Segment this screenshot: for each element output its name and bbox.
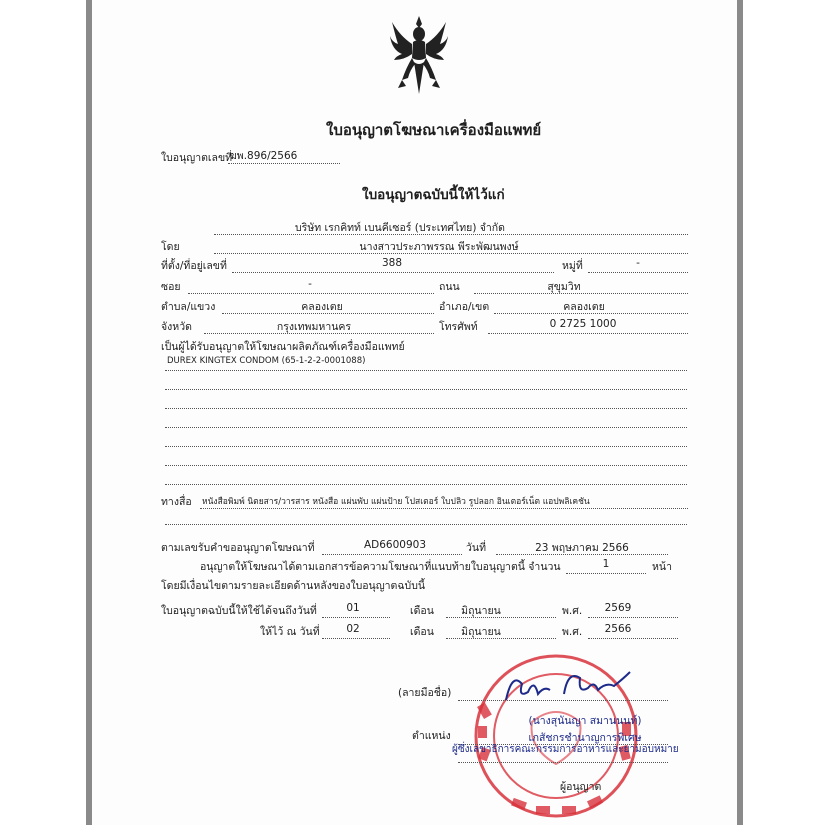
garuda-emblem <box>388 14 450 96</box>
request-date-label: วันที่ <box>466 542 486 554</box>
moo-label: หมู่ที่ <box>562 260 583 272</box>
media-line-2 <box>165 524 687 525</box>
soi-value: - <box>308 278 312 290</box>
pages-count: 1 <box>602 558 610 570</box>
given-year: 2566 <box>604 623 632 635</box>
product-line-4 <box>165 427 687 428</box>
given-label: ให้ไว้ ณ วันที่ <box>260 626 320 638</box>
product-line-3 <box>165 408 687 409</box>
product-line-1 <box>165 370 687 371</box>
signer-title: เภสัชกรชำนาญการพิเศษ <box>528 732 642 744</box>
licensor-label: ผู้อนุญาต <box>560 781 602 793</box>
product-line-7 <box>165 484 687 485</box>
product-line-2 <box>165 389 687 390</box>
signer-org: ผู้ซึ่งเลขาธิการคณะกรรมการอาหารและยามอบหมาย <box>452 744 679 755</box>
conditions-text: โดยมีเงื่อนไขตามรายละเอียดด้านหลังของใบอนุญาตฉบับนี้ <box>161 580 426 592</box>
district-label: อำเภอ/เขต <box>439 301 490 313</box>
given-month-label: เดือน <box>410 626 434 638</box>
by-label: โดย <box>161 241 180 253</box>
valid-year: 2569 <box>604 602 632 614</box>
scan-border-right <box>737 0 743 825</box>
product-line-6 <box>165 465 687 466</box>
position-label: ตำแหน่ง <box>412 730 451 742</box>
handwritten-signature <box>498 664 638 710</box>
pages-unit: หน้า <box>652 561 672 573</box>
media-line <box>200 508 688 509</box>
product-line-5 <box>165 446 687 447</box>
given-month: มิถุนายน <box>461 626 501 638</box>
signer-name: (นางสุนันญา สมานนนท์) <box>528 715 642 727</box>
road-value: สุขุมวิท <box>547 281 581 293</box>
phone-label: โทรศัพท์ <box>439 321 478 333</box>
product-intro: เป็นผู้ได้รับอนุญาตให้โฆษณาผลิตภัณฑ์เครื่องมือแพทย์ <box>161 341 405 353</box>
allow-text: อนุญาตให้โฆษณาได้ตามเอกสารข้อความโฆษณาที่แนบท้ายใบอนุญาตนี้ จำนวน <box>200 561 561 573</box>
phone-value: 0 2725 1000 <box>549 318 617 330</box>
soi-line <box>188 293 434 294</box>
request-no-line <box>322 554 462 555</box>
valid-year-line <box>588 617 678 618</box>
product-name: DUREX KINGTEX CONDOM (65-1-2-2-0001088) <box>167 356 366 366</box>
valid-day: 01 <box>346 602 360 614</box>
document-title: ใบอนุญาตโฆษณาเครื่องมือแพทย์ <box>326 121 542 139</box>
subdistrict-label: ตำบล/แขวง <box>161 301 216 313</box>
valid-label: ใบอนุญาตฉบับนี้ให้ใช้ได้จนถึงวันที่ <box>161 605 317 617</box>
media-label: ทางสื่อ <box>161 496 192 508</box>
company-line <box>214 234 688 235</box>
given-day: 02 <box>346 623 360 635</box>
license-no-line <box>228 163 340 164</box>
province-line <box>204 333 434 334</box>
district-value: คลองเตย <box>563 301 605 313</box>
district-line <box>494 313 688 314</box>
request-label: ตามเลขรับคำขออนุญาตโฆษณาที่ <box>161 542 315 554</box>
license-no-label: ใบอนุญาตเลขที่ <box>161 152 233 164</box>
request-no: AD6600903 <box>363 539 427 551</box>
road-label: ถนน <box>439 281 460 293</box>
address-label: ที่ตั้ง/ที่อยู่เลขที่ <box>161 260 227 272</box>
license-no-value: ฆพ.896/2566 <box>229 150 298 162</box>
subdistrict-value: คลองเตย <box>301 301 343 313</box>
address-line <box>232 272 554 273</box>
request-date-line <box>496 554 668 555</box>
valid-month-label: เดือน <box>410 605 434 617</box>
moo-value: - <box>636 257 640 269</box>
province-label: จังหวัด <box>161 321 192 333</box>
valid-day-line <box>322 617 390 618</box>
pages-line <box>566 573 646 574</box>
address-value: 388 <box>381 257 403 269</box>
valid-month-line <box>446 617 556 618</box>
signature-label: (ลายมือชื่อ) <box>398 687 452 699</box>
media-value: หนังสือพิมพ์ นิตยสาร/วารสาร หนังสือ แผ่นพับ แผ่นป้าย โปสเตอร์ ใบปลิว รูปลอก อินเตอร์เน็ต แอปพลิเคชัน <box>202 497 590 507</box>
road-line <box>474 293 688 294</box>
request-date: 23 พฤษภาคม 2566 <box>535 542 629 554</box>
company-name: บริษัท เรกคิทท์ เบนคีเซอร์ (ประเทศไทย) จำกัด <box>295 222 505 234</box>
given-month-line <box>446 638 556 639</box>
valid-year-label: พ.ศ. <box>562 605 583 617</box>
soi-label: ซอย <box>161 281 181 293</box>
province-value: กรุงเทพมหานคร <box>276 321 352 333</box>
issued-to-heading: ใบอนุญาตฉบับนี้ให้ไว้แก่ <box>362 187 505 203</box>
moo-line <box>588 272 688 273</box>
org-line <box>458 762 668 763</box>
valid-month: มิถุนายน <box>461 605 501 617</box>
given-year-line <box>588 638 678 639</box>
by-name: นางสาวประภาพรรณ พีระพัฒนพงษ์ <box>359 241 519 253</box>
given-year-label: พ.ศ. <box>562 626 583 638</box>
given-day-line <box>322 638 390 639</box>
subdistrict-line <box>222 313 434 314</box>
by-line <box>214 253 688 254</box>
phone-line <box>488 333 688 334</box>
